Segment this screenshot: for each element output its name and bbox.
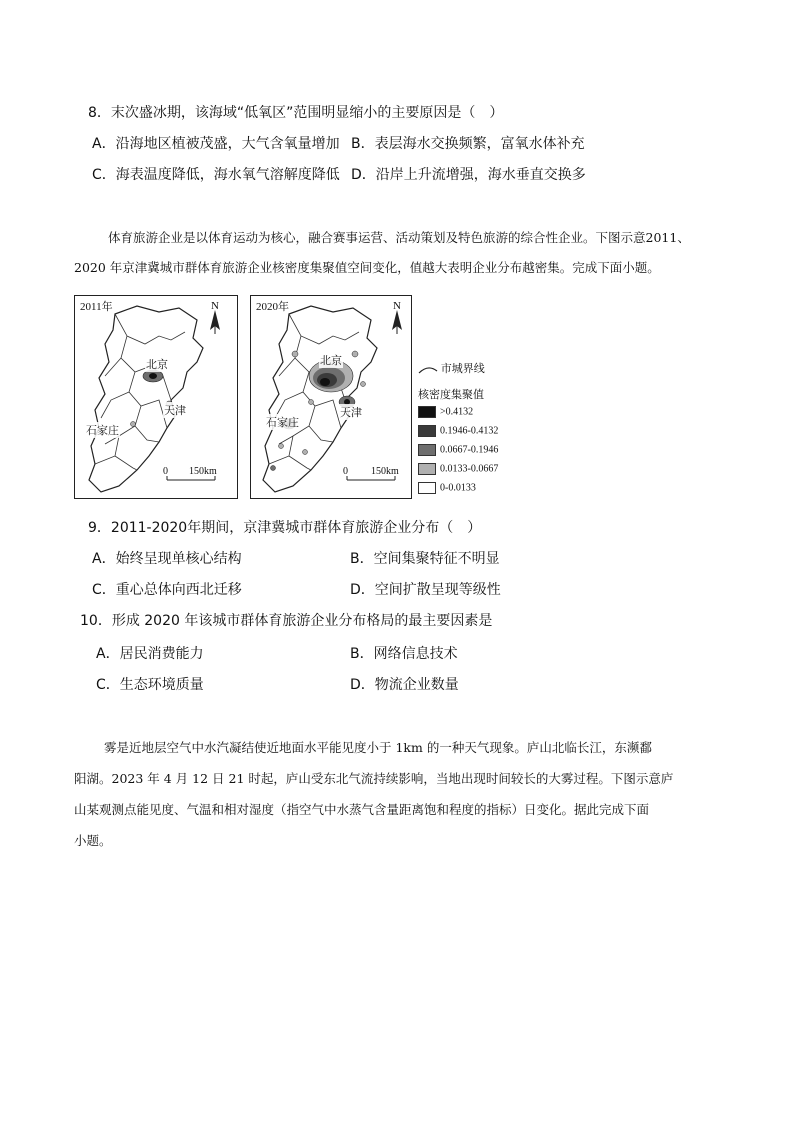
intro2-line2: 阳湖。2023 年 4 月 12 日 21 时起，庐山受东北气流持续影响，当地出现时间较长的大雾过程。下图示意庐 xyxy=(74,771,674,786)
intro2-line3: 山某观测点能见度、气温和相对湿度（指空气中水蒸气含量距离饱和程度的指标）日变化。据此完成下面 xyxy=(74,802,650,817)
legend-class-2 xyxy=(418,425,498,437)
boundary-line-icon xyxy=(418,364,438,374)
legend-class-1 xyxy=(418,406,473,418)
legend-class-5-label: 0-0.0133 xyxy=(440,482,476,494)
intro1-line1: 体育旅游企业是以体育运动为核心，融合赛事运营、活动策划及特色旅游的综合性企业。下图示意2011、 xyxy=(108,230,690,245)
q8-option-c: C．海表温度降低，海水氧气溶解度降低 xyxy=(92,167,340,183)
intro2-line1: 雾是近地层空气中水汽凝结使近地面水平能见度小于 1km 的一种天气现象。庐山北临长江，东濒鄱 xyxy=(104,740,652,755)
q8-option-b: B．表层海水交换频繁，富氧水体补充 xyxy=(351,136,585,152)
map-2011-scale-km: 150km xyxy=(189,466,217,477)
legend-boundary-label: 市城界线 xyxy=(440,363,485,375)
legend-class-5 xyxy=(418,482,476,494)
q8-stem: 8．末次盛冰期，该海域“低氧区”范围明显缩小的主要原因是（ ） xyxy=(88,105,504,121)
q10-option-d: D．物流企业数量 xyxy=(350,677,459,693)
map-2011-year: 2011年 xyxy=(80,301,113,313)
intro1-line2: 2020 年京津冀城市群体育旅游企业核密度集聚值空间变化，值越大表明企业分布越密集。完成下面小题。 xyxy=(74,260,660,275)
legend-swatch-3 xyxy=(418,444,436,456)
q10-option-b: B．网络信息技术 xyxy=(350,646,458,662)
legend-boundary xyxy=(418,360,485,376)
q9-option-a: A．始终呈现单核心结构 xyxy=(92,551,242,567)
map-2020-label-shijiazhuang: 石家庄 xyxy=(265,414,300,430)
legend-swatch-1 xyxy=(418,406,436,418)
legend-swatch-5 xyxy=(418,482,436,494)
legend-class-3 xyxy=(418,444,498,456)
legend-class-2-label: 0.1946-0.4132 xyxy=(440,425,499,437)
map-2011-label-tianjin: 天津 xyxy=(163,402,187,418)
map-2011-scale-zero: 0 xyxy=(163,466,168,477)
map-legend xyxy=(418,360,538,500)
map-2011 xyxy=(74,295,238,499)
legend-class-4 xyxy=(418,463,498,475)
intro2-line4: 小题。 xyxy=(74,833,112,848)
q8-option-d: D．沿岸上升流增强，海水垂直交换多 xyxy=(351,167,586,183)
map-2020-scale-zero: 0 xyxy=(343,466,348,477)
q9-stem: 9．2011-2020年期间，京津冀城市群体育旅游企业分布（ ） xyxy=(88,520,482,536)
legend-swatch-2 xyxy=(418,425,436,437)
map-2020-scale-km: 150km xyxy=(371,466,399,477)
legend-swatch-4 xyxy=(418,463,436,475)
q10-option-c: C．生态环境质量 xyxy=(96,677,204,693)
map-2011-label-beijing: 北京 xyxy=(145,356,169,372)
map-2020-label-tianjin: 天津 xyxy=(339,404,363,420)
legend-class-1-label: >0.4132 xyxy=(440,406,474,418)
map-2011-label-shijiazhuang: 石家庄 xyxy=(85,422,120,438)
q8-option-a: A．沿海地区植被茂盛，大气含氧量增加 xyxy=(92,136,340,152)
legend-title: 核密度集聚值 xyxy=(418,389,484,401)
q10-option-a: A．居民消费能力 xyxy=(96,646,204,662)
map-2011-north-label: N xyxy=(211,300,219,312)
q9-option-d: D．空间扩散呈现等级性 xyxy=(350,582,501,598)
q10-stem: 10．形成 2020 年该城市群体育旅游企业分布格局的最主要因素是 xyxy=(80,613,493,629)
map-2020-year: 2020年 xyxy=(256,301,289,313)
map-2020-north-label: N xyxy=(393,300,401,312)
legend-class-4-label: 0.0133-0.0667 xyxy=(440,463,499,475)
map-2020-label-beijing: 北京 xyxy=(319,352,343,368)
legend-class-3-label: 0.0667-0.1946 xyxy=(440,444,499,456)
q9-option-b: B．空间集聚特征不明显 xyxy=(350,551,500,567)
q9-option-c: C．重心总体向西北迁移 xyxy=(92,582,242,598)
map-2020 xyxy=(250,295,412,499)
